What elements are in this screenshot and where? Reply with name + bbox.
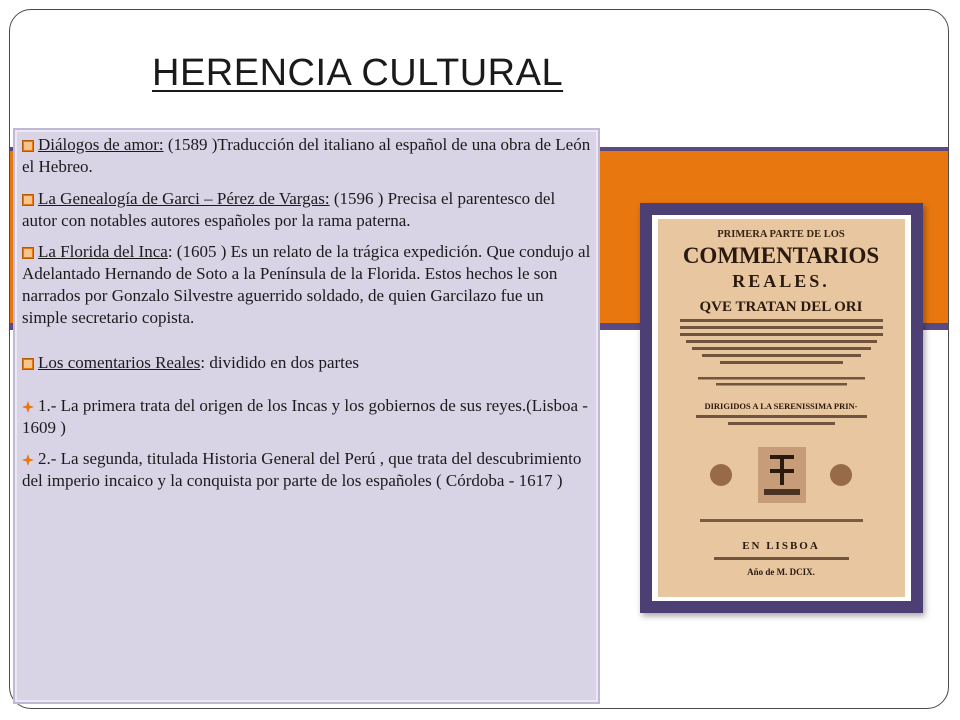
square-bullet-icon <box>22 140 35 150</box>
slide-title: HERENCIA CULTURAL <box>152 52 564 94</box>
list-item <box>22 395 592 439</box>
book-line: EN LISBOA <box>742 540 820 552</box>
item-title-link[interactable]: Los comentarios Reales <box>38 353 201 372</box>
square-bullet-icon <box>22 194 35 204</box>
item-text: : dividido en dos partes <box>200 353 360 372</box>
item-title-link[interactable]: Diálogos de amor: <box>38 135 164 154</box>
book-title-page-art <box>658 219 905 597</box>
item-text: (1589 )Traducción del italiano al español de una obra de León el Hebreo. <box>22 135 591 176</box>
item-title-link[interactable]: La Florida del Inca <box>38 242 168 261</box>
list-item <box>22 352 592 374</box>
list-item <box>22 188 592 232</box>
item-text: 1.- La primera trata del origen de los Incas y los gobiernos de sus reyes.(Lisboa - 1609 ) <box>22 396 588 437</box>
book-title-page <box>658 219 905 597</box>
book-line: Año de M. DCIX. <box>747 567 815 577</box>
book-cover-picture <box>640 203 923 613</box>
bullet-list <box>22 134 592 492</box>
diamond-bullet-icon <box>22 401 35 411</box>
book-line: PRIMERA PARTE DE LOS <box>717 229 845 240</box>
picture-mat <box>652 215 911 601</box>
square-bullet-icon <box>22 358 35 368</box>
list-item <box>22 134 592 178</box>
list-item <box>22 241 592 329</box>
diamond-bullet-icon <box>22 454 35 464</box>
book-line: COMMENTARIOS <box>682 243 880 268</box>
item-text: (1596 ) Precisa el parentesco del autor con notables autores españoles por la rama paterna. <box>22 189 556 230</box>
book-line: DIRIGIDOS A LA SERENISSIMA PRIN- <box>704 401 858 411</box>
list-item <box>22 448 592 492</box>
item-title-link[interactable]: La Genealogía de Garci – Pérez de Vargas: <box>38 189 330 208</box>
item-text: 2.- La segunda, titulada Historia General del Perú , que trata del descubrimiento del imperio incaico y la conquista por parte de los españoles ( Córdoba - 1617 ) <box>22 449 582 490</box>
item-text: : (1605 ) Es un relato de la trágica expedición. Que condujo al Adelantado Hernando de Soto a la Península de la Florida. Estos hechos le son narrados por Gonzalo Silvestre aguerrido soldado, de quien Garcilazo fue un simple secretario copista. <box>22 242 591 327</box>
book-line: REALES. <box>732 271 830 291</box>
book-line: QVE TRATAN DEL ORI <box>699 299 863 315</box>
square-bullet-icon <box>22 247 35 257</box>
